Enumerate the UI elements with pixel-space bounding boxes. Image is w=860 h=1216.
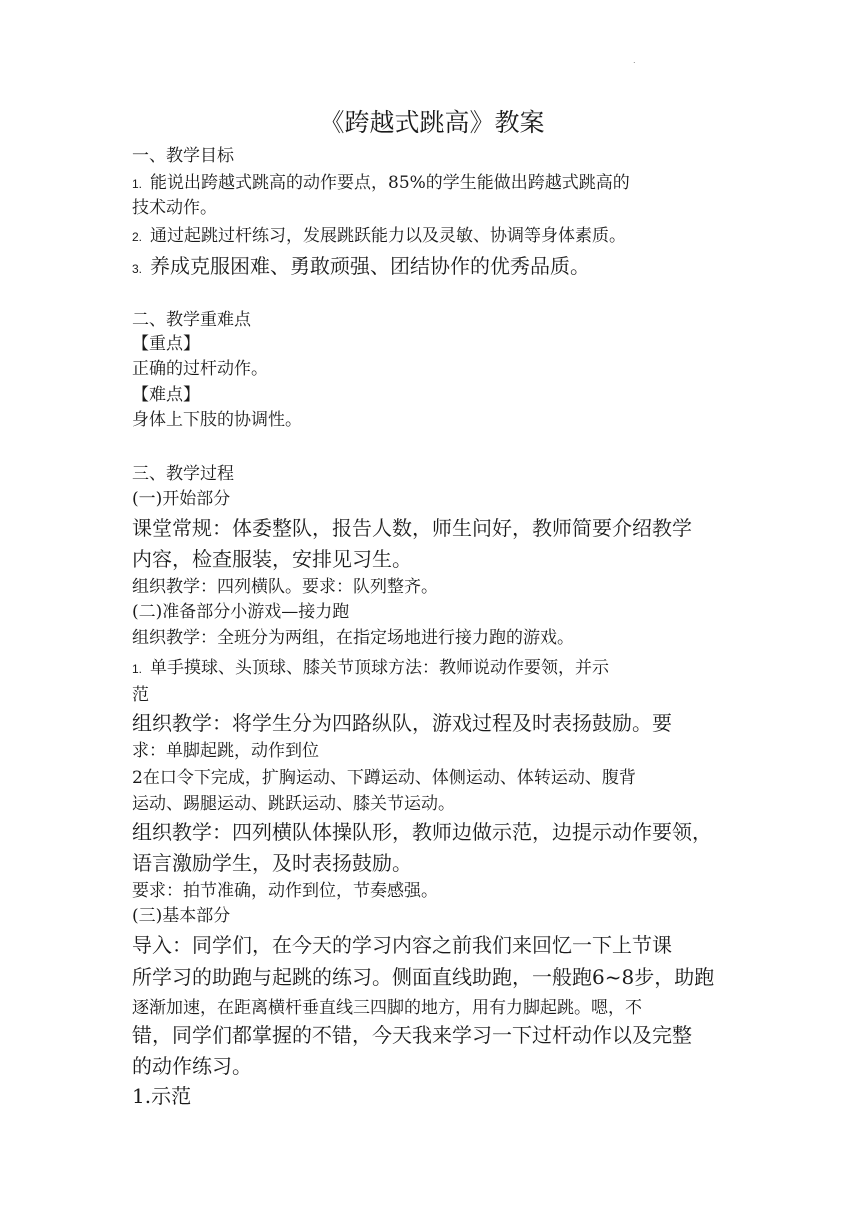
item-1-line-2: 范 — [132, 685, 149, 705]
intro-line-5: 的动作练习。 — [132, 1054, 252, 1078]
key-point-text: 正确的过杆动作。 — [132, 359, 268, 379]
routine-line-1: 课堂常规：体委整队，报告人数，师生问好，教师简要介绍教学 — [132, 516, 692, 540]
difficulty-label: 【难点】 — [132, 385, 200, 405]
goal-1-text: 能说出跨越式跳高的动作要点，85%的学生能做出跨越式跳高的 — [150, 173, 630, 193]
goal-1-line-1 — [132, 171, 630, 196]
part-3-heading: (三)基本部分 — [132, 906, 231, 926]
difficulty-text: 身体上下肢的协调性。 — [132, 410, 302, 430]
intro-line-3: 逐渐加速，在距离横杆垂直线三四脚的地方，用有力脚起跳。嗯，不 — [132, 998, 642, 1018]
intro-line-4: 错，同学们都掌握的不错，今天我来学习一下过杆动作以及完整 — [132, 1023, 692, 1047]
routine-line-2: 内容，检查服装，安排见习生。 — [132, 547, 412, 571]
organize-1: 组织教学：四列横队。要求：队列整齐。 — [132, 577, 438, 597]
item-1-text: 单手摸球、头顶球、膝关节顶球方法：教师说动作要领，并示 — [150, 658, 610, 678]
goals-heading: 一、教学目标 — [132, 146, 234, 166]
goal-3-text: 养成克服困难、勇敢顽强、团结协作的优秀品质。 — [150, 254, 591, 278]
item-2-line-2: 运动、踢腿运动、跳跃运动、膝关节运动。 — [132, 794, 455, 814]
intro-line-2: 所学习的助跑与起跳的练习。侧面直线助跑，一般跑6~8步，助跑 — [132, 965, 715, 989]
demo-heading: 1.示范 — [132, 1084, 192, 1108]
goal-3 — [132, 251, 590, 284]
corner-dot: . — [633, 56, 636, 65]
process-heading: 三、教学过程 — [132, 464, 234, 484]
organize-4-line-2: 语言激励学生，及时表扬鼓励。 — [132, 851, 412, 875]
organize-3-line-1: 组织教学：将学生分为四路纵队，游戏过程及时表扬鼓励。要 — [132, 711, 672, 735]
key-point-label: 【重点】 — [132, 334, 200, 354]
item-2-line-1: 2在口令下完成，扩胸运动、下蹲运动、体侧运动、体转运动、腹背 — [132, 768, 636, 788]
organize-4-line-1: 组织教学：四列横队体操队形，教师边做示范，边提示动作要领， — [132, 820, 712, 844]
requirement: 要求：拍节准确，动作到位，节奏感强。 — [132, 881, 438, 901]
goal-1-line-2: 技术动作。 — [132, 198, 217, 218]
part-1-heading: (一)开始部分 — [132, 489, 231, 509]
part-2-heading: (二)准备部分小游戏—接力跑 — [132, 602, 350, 622]
page-title: 《跨越式跳高》教案 — [319, 108, 545, 137]
goal-2 — [132, 224, 626, 249]
organize-3-line-2: 求：单脚起跳，动作到位 — [132, 741, 319, 761]
goal-1-number: 1. — [132, 177, 143, 191]
item-1-line-1 — [132, 656, 609, 681]
item-1-number: 1. — [132, 662, 143, 676]
organize-2: 组织教学：全班分为两组，在指定场地进行接力跑的游戏。 — [132, 628, 574, 648]
goal-2-text: 通过起跳过杆练习，发展跳跃能力以及灵敏、协调等身体素质。 — [150, 226, 627, 246]
key-difficulty-heading: 二、教学重难点 — [132, 310, 251, 330]
intro-line-1: 导入：同学们，在今天的学习内容之前我们来回忆一下上节课 — [132, 933, 672, 957]
goal-3-number: 3. — [132, 262, 143, 276]
goal-2-number: 2. — [132, 230, 143, 244]
